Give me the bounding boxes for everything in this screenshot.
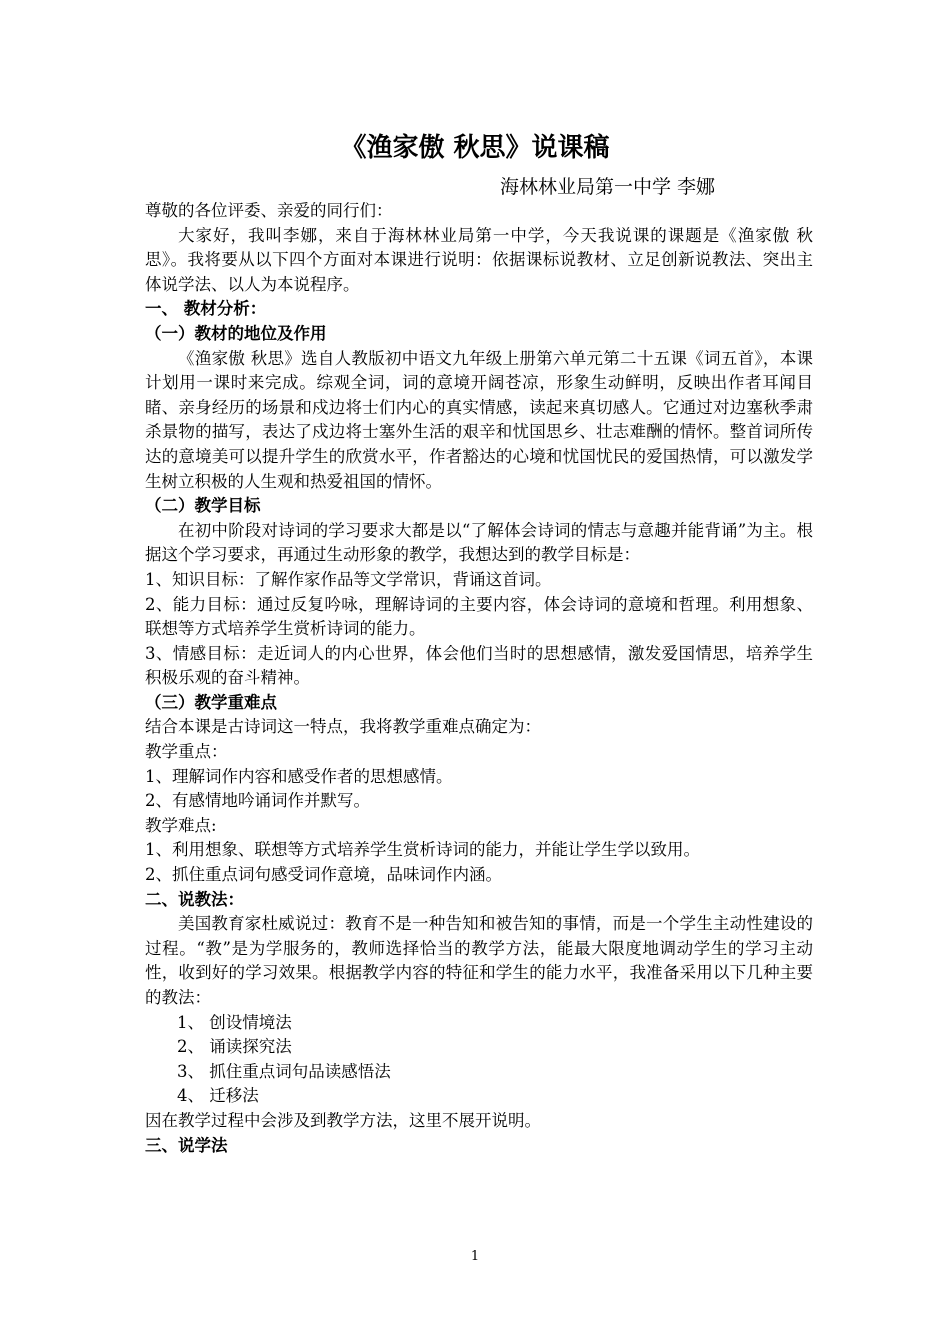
goals-paragraph: 在初中阶段对诗词的学习要求大都是以“了解体会诗词的情志与意趣并能背诵”为主。根据这个学习要求，再通过生动形象的教学，我想达到的教学目标是：	[145, 520, 813, 565]
document-body	[145, 199, 813, 1158]
subsection-heading-2: （二）教学目标	[145, 496, 261, 516]
section-heading-3: 三、说学法	[145, 1135, 228, 1155]
method-item: 4、 迁移法	[177, 1086, 259, 1106]
key-point-item: 1、理解词作内容和感受作者的思想感情。	[145, 766, 453, 786]
section-heading-1: 一、 教材分析：	[145, 299, 267, 319]
key-points-label: 教学重点：	[145, 742, 228, 762]
author-line: 海林林业局第一中学 李娜	[500, 176, 716, 198]
subsection-heading-3: （三）教学重难点	[145, 692, 277, 712]
methods-note: 因在教学过程中会涉及到教学方法，这里不展开说明。	[145, 1110, 541, 1130]
methods-paragraph: 美国教育家杜威说过：教育不是一种告知和被告知的事情，而是一个学生主动性建设的过程。“教”是为学服务的，教师选择恰当的教学方法，能最大限度地调动学生的学习主动性，收到好的学习效果。根据教学内容的特征和学生的能力水平，我准备采用以下几种主要的教法：	[145, 914, 813, 1007]
subsection-heading-1: （一）教材的地位及作用	[145, 323, 327, 343]
difficulty-item: 1、利用想象、联想等方式培养学生赏析诗词的能力，并能让学生学以致用。	[145, 840, 700, 860]
method-item: 3、 抓住重点词句品读感悟法	[177, 1061, 391, 1081]
goal-item: 1、知识目标：了解作家作品等文学常识，背诵这首词。	[145, 569, 552, 589]
material-paragraph: 《渔家傲 秋思》选自人教版初中语文九年级上册第六单元第二十五课《词五首》，本课计划用一课时来完成。综观全词，词的意境开阔苍凉，形象生动鲜明，反映出作者耳闻目睹、亲身经历的场景和戍边将士们内心的真实情感，读起来真切感人。它通过对边塞秋季肃杀景物的描写，表达了戍边将士塞外生活的艰辛和忧国思乡、壮志难酬的情怀。整首词所传达的意境美可以提升学生的欣赏水平，作者豁达的心境和忧国忧民的爱国热情，可以激发学生树立积极的人生观和热爱祖国的情怀。	[145, 348, 813, 491]
goal-item: 2、能力目标：通过反复吟咏，理解诗词的主要内容，体会诗词的意境和哲理。利用想象、联想等方式培养学生赏析诗词的能力。	[145, 594, 813, 639]
method-item: 2、 诵读探究法	[177, 1037, 292, 1057]
key-point-item: 2、有感情地吟诵词作并默写。	[145, 791, 370, 811]
method-item: 1、 创设情境法	[177, 1012, 292, 1032]
difficulties-label: 教学难点:	[145, 815, 217, 835]
document-title: 《渔家傲 秋思》说课稿	[340, 133, 610, 163]
intro-paragraph: 大家好，我叫李娜，来自于海林林业局第一中学，今天我说课的课题是《渔家傲 秋思》。我将要从以下四个方面对本课进行说明：依据课标说教材、立足创新说教法、突出主体说学法、以人为本说程序。	[145, 225, 813, 294]
section-heading-2: 二、说教法：	[145, 889, 244, 909]
page-number: 1	[470, 1249, 480, 1264]
greeting: 尊敬的各位评委、亲爱的同行们：	[145, 201, 393, 220]
goal-item: 3、情感目标：走近词人的内心世界，体会他们当时的思想感情，激发爱国情思，培养学生积极乐观的奋斗精神。	[145, 643, 813, 688]
key-points-intro: 结合本课是古诗词这一特点，我将教学重难点确定为：	[145, 717, 541, 737]
difficulty-item: 2、抓住重点词句感受词作意境，品味词作内涵。	[145, 865, 502, 885]
